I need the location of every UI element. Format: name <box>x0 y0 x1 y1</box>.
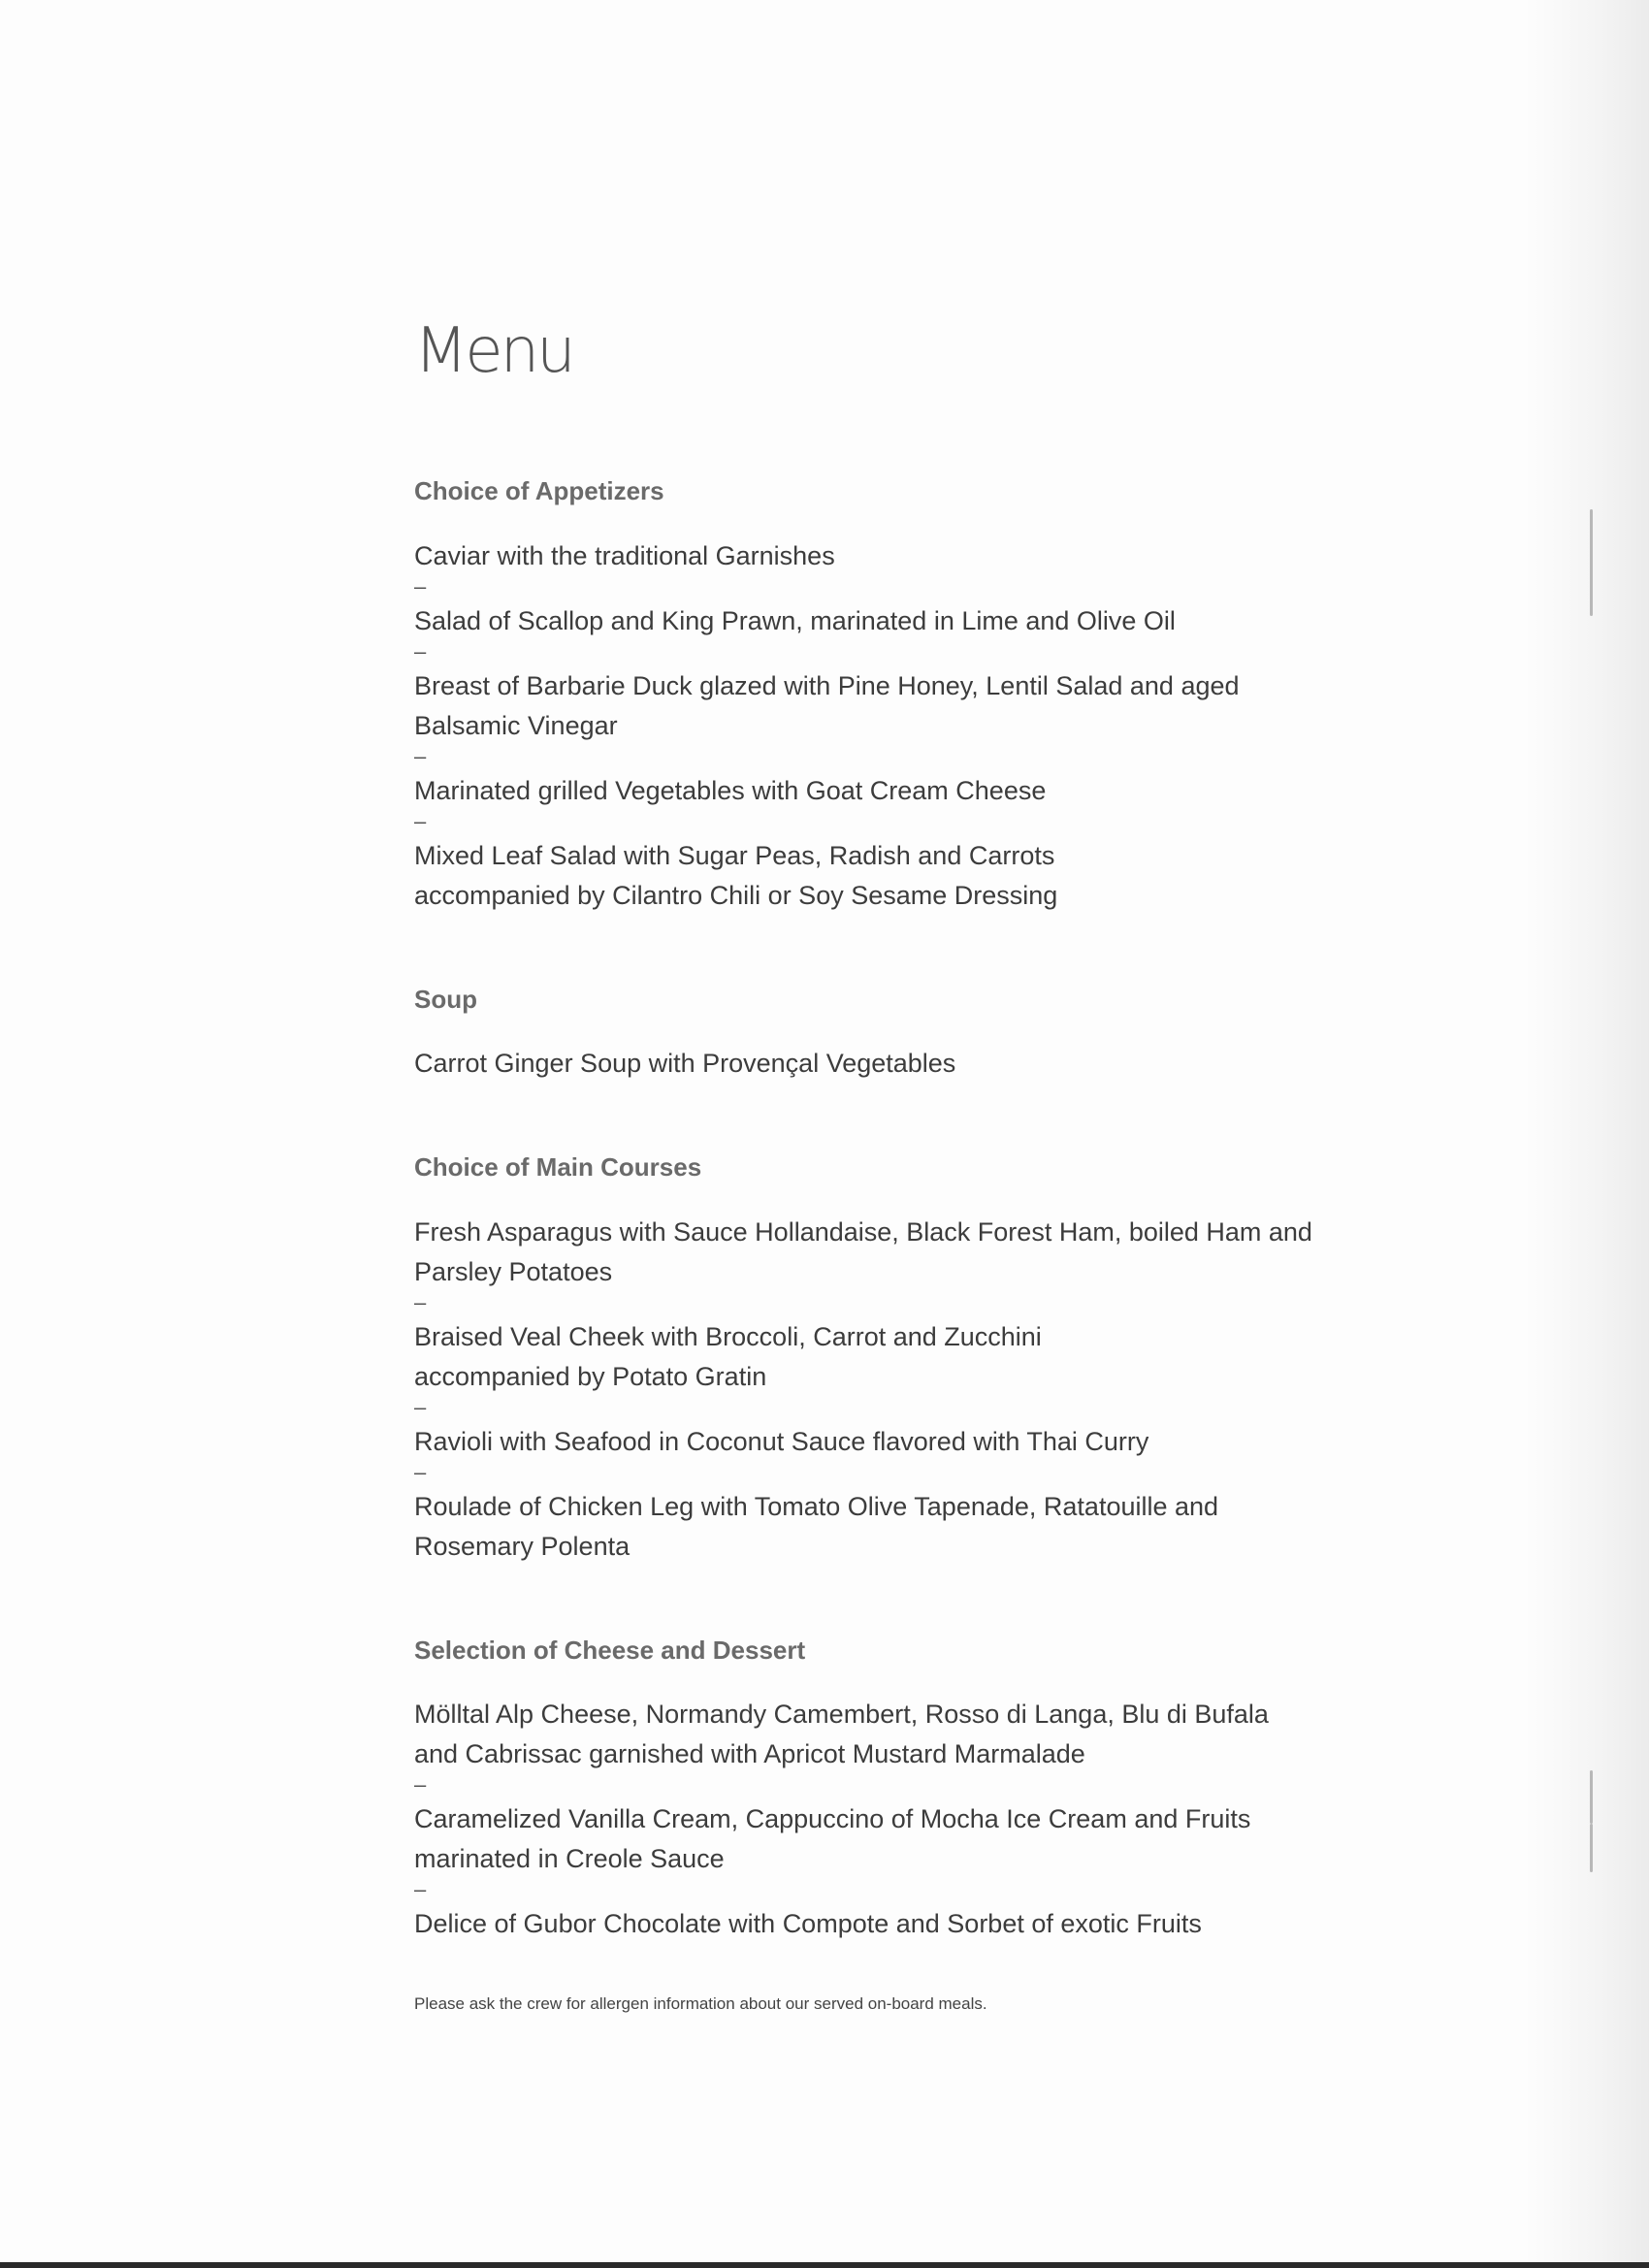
dish-separator: – <box>414 808 427 833</box>
scan-bottom-edge <box>0 2262 1649 2268</box>
menu-sections <box>414 477 1326 1944</box>
dish-separator: – <box>414 1772 427 1798</box>
dish-separator: – <box>414 573 427 599</box>
binding-mark-lower-1 <box>1590 1770 1593 1824</box>
dish-item: Mixed Leaf Salad with Sugar Peas, Radish and Carrots accompanied by Cilantro Chili or Soy Sesame Dressing <box>414 840 1058 910</box>
dish-item: Fresh Asparagus with Sauce Hollandaise, Black Forest Ham, boiled Ham and Parsley Potatoes <box>414 1216 1312 1286</box>
menu-section <box>414 1153 1326 1567</box>
dish-item: Carrot Ginger Soup with Provençal Vegetables <box>414 1049 956 1079</box>
menu-document <box>414 315 1326 2014</box>
binding-mark-lower-2 <box>1590 1824 1593 1872</box>
menu-section <box>414 477 1326 916</box>
menu-title: Menu <box>414 315 573 387</box>
allergen-note: Please ask the crew for allergen information about our served on-board meals. <box>414 1994 987 2014</box>
binding-mark-upper <box>1590 509 1593 616</box>
dish-separator: – <box>414 1289 427 1314</box>
dish-separator: – <box>414 1394 427 1419</box>
dish-item: Caramelized Vanilla Cream, Cappuccino of Mocha Ice Cream and Fruits marinated in Creole Sauce <box>414 1804 1251 1874</box>
dish-separator: – <box>414 638 427 664</box>
dish-item: Delice of Gubor Chocolate with Compote and Sorbet of exotic Fruits <box>414 1909 1202 1939</box>
dish-item: Mölltal Alp Cheese, Normandy Camembert, Rosso di Langa, Blu di Bufala and Cabrissac garnished with Apricot Mustard Marmalade <box>414 1700 1269 1769</box>
section-title: Selection of Cheese and Dessert <box>414 1635 806 1665</box>
section-title: Soup <box>414 984 477 1014</box>
page-edge-shadow <box>1523 0 1649 2268</box>
dish-separator: – <box>414 1877 427 1902</box>
dish-separator: – <box>414 743 427 768</box>
dish-item: Roulade of Chicken Leg with Tomato Olive Tapenade, Ratatouille and Rosemary Polenta <box>414 1491 1219 1561</box>
dish-item: Ravioli with Seafood in Coconut Sauce flavored with Thai Curry <box>414 1426 1149 1456</box>
section-title: Choice of Appetizers <box>414 476 664 505</box>
dish-item: Breast of Barbarie Duck glazed with Pine Honey, Lentil Salad and aged Balsamic Vinegar <box>414 670 1240 740</box>
dish-item: Marinated grilled Vegetables with Goat Cream Cheese <box>414 775 1047 805</box>
section-title: Choice of Main Courses <box>414 1152 702 1183</box>
dish-item: Salad of Scallop and King Prawn, marinated in Lime and Olive Oil <box>414 605 1176 635</box>
menu-section <box>414 986 1326 1085</box>
dish-separator: – <box>414 1459 427 1484</box>
menu-section <box>414 1636 1326 1945</box>
dish-item: Braised Veal Cheek with Broccoli, Carrot and Zucchini accompanied by Potato Gratin <box>414 1321 1042 1391</box>
dish-item: Caviar with the traditional Garnishes <box>414 540 835 570</box>
